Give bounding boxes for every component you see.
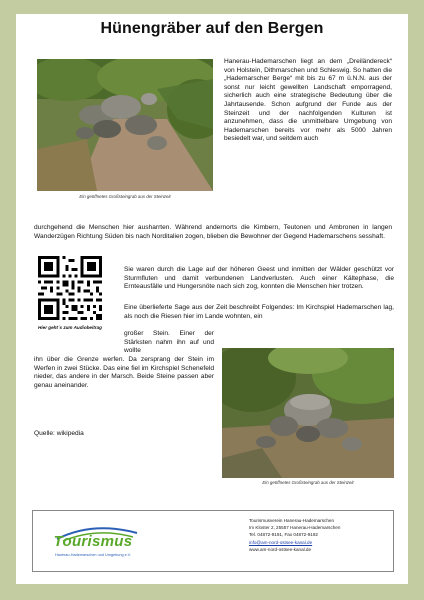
logo-wordmark: Tourismus	[53, 533, 133, 550]
paragraph-continuation: durchgehend die Menschen hier ausharrten. Während andernorts die Kimbern, Teutonen und Ambronen in langen Wanderzügen Richtung Süden bis nach Norditalien zogen, blieben die Bewohner der Gegend Hademarschens sesshaft.	[34, 224, 392, 240]
address-line-org: Tourismusverein Hanerau-Hademarschen	[249, 518, 335, 523]
photo-caption-1: Ein geöffnetes Großsteingrab aus der Steinzeit	[79, 194, 171, 199]
tourismus-logo	[37, 515, 149, 567]
qr-caption: Hier geht´s zum Audiobeitrag	[38, 325, 102, 330]
website-link[interactable]: www.am-nord-ostsee-kanal.de	[249, 546, 312, 552]
qr-code[interactable]	[38, 256, 102, 320]
page-title: Hünengräber auf den Bergen	[100, 20, 324, 37]
paragraph-legend-end: ihn über die Grenze werfen. Da zersprang der Stein im Werfen in zwei Stücke. Das eine fiel im Kirchspiel Schenefeld nieder, das andere in der Marsch. Beide Steine passen aber genau aneinander.	[34, 356, 214, 389]
document-sheet	[16, 14, 408, 584]
contact-address	[249, 517, 385, 553]
photo-megalithic-tomb-1	[37, 59, 213, 191]
email-link[interactable]: info@am-nord-ostsee-kanal.de	[249, 539, 313, 545]
paragraph-intro: Hanerau-Hademarschen liegt an dem „Dreiländereck“ von Holstein, Dithmarschen und Schleswig. So hatten die „Hademarscher Berge“ mit bis zu 67 m ü.N.N. aus der sonst nur leicht gewellten Landschaft emporragend, sicherlich auch eine strategische Bedeutung über die Jahrtausende. Schon aufgrund der Funde aus der Steinzeit und der nachfolgenden Kulturen ist anzunehmen, dass die unmittelbare Umgebung von Hademarschen bereits vor mehr als 5000 Jahren besiedelt war, und seitdem auch	[224, 58, 392, 143]
paragraph-geest: Sie waren durch die Lage auf der höheren Geest und inmitten der Wälder geschützt vor Sturmfluten und damit verbundenen Landverlusten. Auch einer Kältephase, die Ernteausfälle und Hungersnöte nach sich zog, konnten die Menschen hier trotzen.	[124, 266, 394, 291]
photo-megalithic-tomb-2	[222, 348, 394, 478]
paragraph-legend-middle: großer Stein. Einer der Stärksten nahm ihn auf und wollte	[124, 330, 214, 355]
photo-caption-2: Ein geöffnetes Großsteingrab aus der Steinzeit	[262, 480, 354, 485]
address-line-street: Im Kloster 2, 25557 Hanerau-Hademarschen	[249, 525, 341, 531]
address-line-phone: Tel. 04872-9191, Fax 04872-9192	[249, 532, 318, 538]
paragraph-legend-start: Eine überlieferte Sage aus der Zeit beschreibt Folgendes: Im Kirchspiel Hademarschen lag, als noch die Riesen hier im Lande wohnten, ein	[124, 304, 394, 320]
logo-subtitle: Hanerau-Hademarschen und Umgebung e.V.	[54, 553, 132, 557]
source-line: Quelle: wikipedia	[34, 430, 84, 437]
footer-box	[32, 510, 394, 572]
